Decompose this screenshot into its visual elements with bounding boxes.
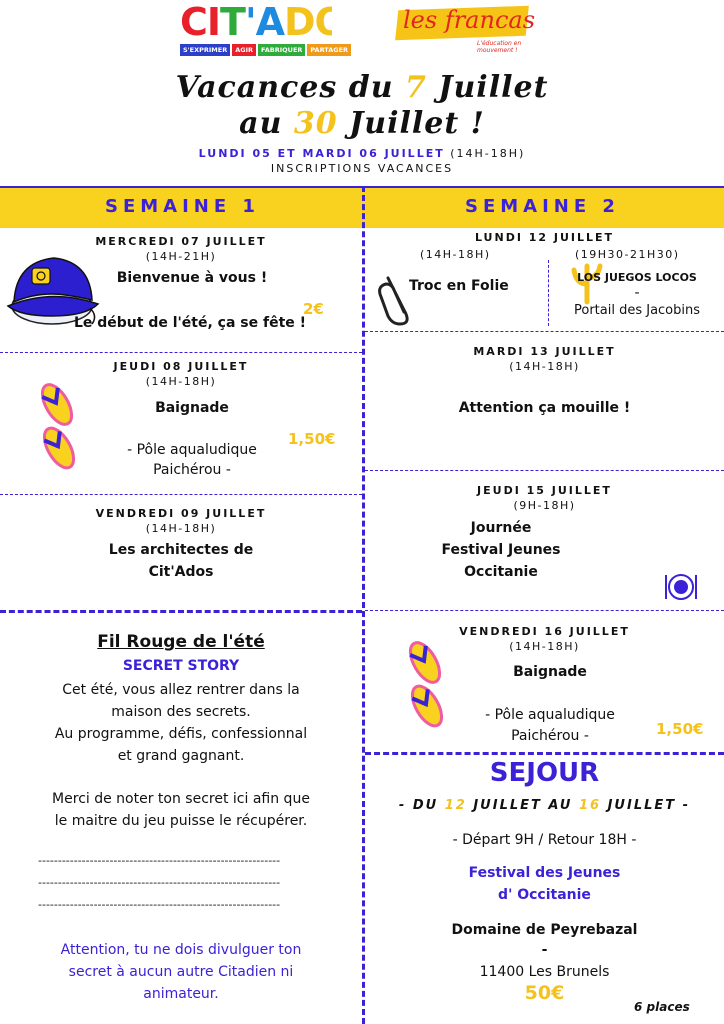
registration-label: INSCRIPTIONS VACANCES bbox=[270, 162, 454, 175]
row-divider bbox=[365, 470, 724, 471]
sejour-city: 11400 Les Brunels bbox=[479, 964, 610, 980]
citados-tag: PARTAGER bbox=[307, 44, 351, 56]
fil-rouge-text: maison des secrets. bbox=[111, 704, 251, 720]
sejour-domain: Domaine de Peyrebazal bbox=[451, 922, 638, 938]
row-divider bbox=[365, 331, 724, 332]
fil-rouge-warning: Attention, tu ne dois divulguer ton bbox=[60, 942, 302, 958]
page-title-line-1: Vacances du 7 Juillet bbox=[175, 70, 549, 105]
activity-line: Cit'Ados bbox=[148, 564, 214, 580]
francas-slogan: L'éducation en mouvement ! bbox=[477, 40, 522, 54]
sejour-departure: - Départ 9H / Retour 18H - bbox=[452, 832, 637, 848]
price-label: 2€ bbox=[303, 300, 324, 318]
fil-rouge-text: et grand gagnant. bbox=[117, 748, 245, 764]
sejour-price: 50€ bbox=[524, 982, 565, 1004]
fil-rouge-title: Fil Rouge de l'été bbox=[97, 632, 265, 652]
price-label: 1,50€ bbox=[656, 720, 704, 738]
activity-line: Festival Jeunes bbox=[441, 542, 561, 558]
fil-rouge-subtitle: SECRET STORY bbox=[122, 658, 240, 674]
activity-title: LOS JUEGOS LOCOS bbox=[577, 271, 697, 284]
hours-label: (9H-18H) bbox=[513, 499, 576, 512]
citados-tag: S'EXPRIMER bbox=[180, 44, 230, 56]
row-divider bbox=[0, 494, 362, 495]
activity-line: Bienvenue à vous ! bbox=[116, 270, 268, 286]
activity-title: Baignade bbox=[155, 400, 229, 416]
sejour-dates: - DU 12 JUILLET AU 16 JUILLET - bbox=[398, 798, 691, 813]
day-label: VENDREDI 09 JUILLET bbox=[95, 507, 267, 520]
page-title-line-2: au 30 Juillet ! bbox=[239, 106, 485, 141]
day-label: MERCREDI 07 JUILLET bbox=[95, 235, 267, 248]
activity-line: Journée bbox=[470, 520, 532, 536]
section-divider bbox=[0, 610, 362, 613]
fil-rouge-text: Cet été, vous allez rentrer dans la bbox=[62, 682, 300, 698]
sejour-festival: Festival des Jeunes bbox=[468, 865, 621, 881]
hours-label: (14H-21H) bbox=[145, 250, 217, 263]
day-label: JEUDI 08 JUILLET bbox=[113, 360, 249, 373]
day-label: LUNDI 12 JUILLET bbox=[474, 231, 615, 244]
price-label: 1,50€ bbox=[288, 430, 336, 448]
plate-cutlery-icon bbox=[664, 572, 698, 602]
separator-dash: - bbox=[634, 285, 640, 301]
day-label: MARDI 13 JUILLET bbox=[473, 345, 616, 358]
fil-rouge-text: Merci de noter ton secret ici afin que bbox=[52, 791, 310, 807]
sejour-festival: d' Occitanie bbox=[498, 887, 591, 903]
flip-flops-icon bbox=[26, 378, 92, 474]
week-2-header: SEMAINE 2 bbox=[465, 196, 620, 217]
separator-dash: - bbox=[541, 942, 548, 958]
activity-line: Les architectes de bbox=[108, 542, 254, 558]
fil-rouge-warning: animateur. bbox=[143, 986, 219, 1002]
secret-write-line[interactable]: ------------------------------------------------------------- bbox=[38, 854, 281, 867]
row-divider bbox=[0, 352, 362, 353]
registration-dates: LUNDI 05 ET MARDI 06 JUILLET (14H-18H) bbox=[198, 147, 526, 160]
hours-label: (14H-18H) bbox=[509, 640, 580, 653]
day-label: VENDREDI 16 JUILLET bbox=[459, 625, 630, 638]
section-divider bbox=[365, 752, 724, 755]
hours-label: (14H-18H) bbox=[420, 248, 491, 261]
citados-tag: FABRIQUER bbox=[258, 44, 305, 56]
activity-title: Troc en Folie bbox=[409, 278, 509, 294]
location-line: - Pôle aqualudique bbox=[127, 442, 257, 458]
sejour-places: 6 places bbox=[634, 1000, 690, 1014]
location-line: Paichérou - bbox=[153, 462, 231, 478]
fil-rouge-text: le maitre du jeu puisse le récupérer. bbox=[54, 813, 308, 829]
citados-logo bbox=[180, 0, 373, 62]
fil-rouge-warning: secret à aucun autre Citadien ni bbox=[68, 964, 294, 980]
francas-logo bbox=[385, 0, 555, 60]
fil-rouge-text: Au programme, défis, confessionnal bbox=[54, 726, 308, 742]
hours-label: (19H30-21H30) bbox=[575, 248, 680, 261]
secret-write-line[interactable]: ------------------------------------------------------------- bbox=[38, 898, 281, 911]
week-1-header: SEMAINE 1 bbox=[105, 196, 260, 217]
activity-line: Le début de l'été, ça se fête ! bbox=[73, 315, 307, 331]
hours-label: (14H-18H) bbox=[145, 522, 217, 535]
day-label: JEUDI 15 JUILLET bbox=[477, 484, 612, 497]
secret-write-line[interactable]: ------------------------------------------------------------- bbox=[38, 876, 281, 889]
hours-label: (14H-18H) bbox=[145, 375, 217, 388]
activity-title: Baignade bbox=[513, 664, 587, 680]
location-line: - Pôle aqualudique bbox=[485, 707, 615, 723]
location-line: Portail des Jacobins bbox=[573, 303, 701, 318]
francas-logo-word: les francas bbox=[403, 6, 536, 34]
hours-label: (14H-18H) bbox=[509, 360, 580, 373]
activity-title: Attention ça mouille ! bbox=[458, 400, 631, 416]
monday-split-divider bbox=[548, 260, 549, 326]
location-line: Paichérou - bbox=[511, 728, 589, 744]
citados-tag: AGIR bbox=[232, 44, 256, 56]
sejour-title: SEJOUR bbox=[489, 758, 600, 788]
activity-line: Occitanie bbox=[464, 564, 538, 580]
citados-logo-word: CIT'ADOS bbox=[180, 0, 373, 44]
row-divider bbox=[365, 610, 724, 611]
